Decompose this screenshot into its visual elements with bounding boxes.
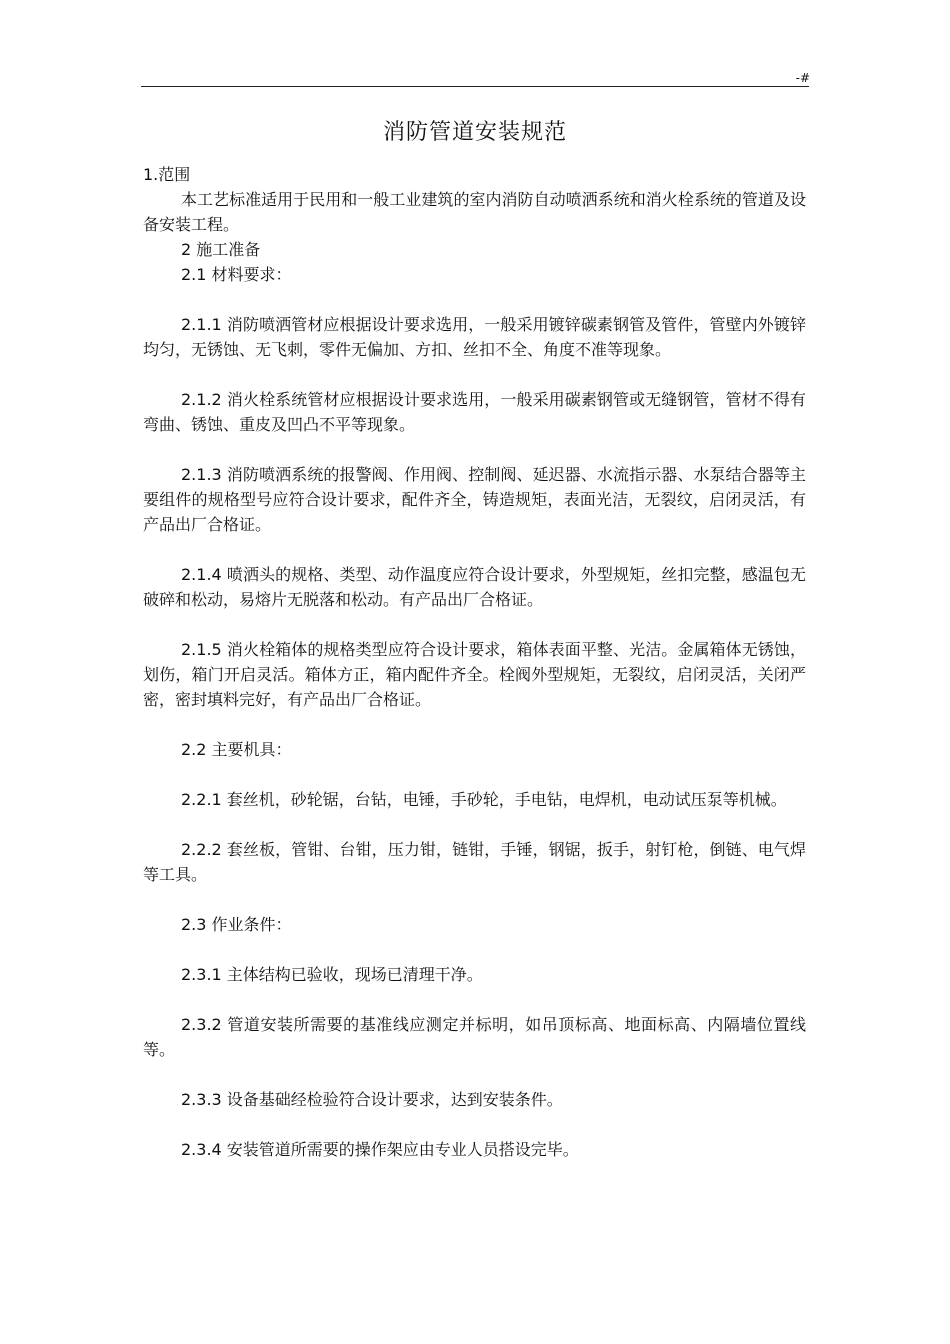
section-heading-preparation: 2 施工准备: [181, 240, 261, 259]
paragraph-2-1-1: 2.1.1 消防喷洒管材应根据设计要求选用，一般采用镀锌碳素钢管及管件，管壁内外镀锌均匀，无锈蚀、无飞刺，零件无偏加、方扣、丝扣不全、角度不准等现象。: [143, 315, 806, 359]
paragraph-2-3-3: 2.3.3 设备基础经检验符合设计要求，达到安装条件。: [181, 1090, 563, 1109]
paragraph-2-2-2: 2.2.2 套丝板，管钳、台钳，压力钳，链钳，手锤，钢锯，扳手，射钉枪，倒链、电气焊等工具。: [143, 840, 806, 884]
paragraph-2-3-1: 2.3.1 主体结构已验收，现场已清理干净。: [181, 965, 483, 984]
subsection-heading-conditions: 2.3 作业条件：: [181, 915, 292, 934]
document-body: [143, 162, 806, 1162]
subsection-heading-tools: 2.2 主要机具：: [181, 740, 292, 759]
paragraph-2-1-2: 2.1.2 消火栓系统管材应根据设计要求选用，一般采用碳素钢管或无缝钢管，管材不得有弯曲、锈蚀、重皮及凹凸不平等现象。: [143, 390, 806, 434]
paragraph-scope-text: 本工艺标准适用于民用和一般工业建筑的室内消防自动喷洒系统和消火栓系统的管道及设备安装工程。: [143, 190, 806, 234]
paragraph-2-1-3: 2.1.3 消防喷洒系统的报警阀、作用阀、控制阀、延迟器、水流指示器、水泵结合器等主要组件的规格型号应符合设计要求，配件齐全，铸造规矩，表面光洁，无裂纹，启闭灵活，有产品出厂合格证。: [143, 465, 806, 534]
paragraph-2-2-1: 2.2.1 套丝机，砂轮锯，台钻，电锤，手砂轮，手电钻，电焊机，电动试压泵等机械。: [181, 790, 787, 809]
header-rule: [141, 86, 809, 87]
paragraph-2-3-4: 2.3.4 安装管道所需要的操作架应由专业人员搭设完毕。: [181, 1140, 579, 1159]
paragraph-2-1-4: 2.1.4 喷洒头的规格、类型、动作温度应符合设计要求，外型规矩，丝扣完整，感温包无破碎和松动，易熔片无脱落和松动。有产品出厂合格证。: [143, 565, 806, 609]
section-heading-scope: 1.范围: [143, 165, 191, 184]
paragraph-2-1-5: 2.1.5 消火栓箱体的规格类型应符合设计要求，箱体表面平整、光洁。金属箱体无锈蚀，划伤，箱门开启灵活。箱体方正，箱内配件齐全。栓阀外型规矩，无裂纹，启闭灵活，关闭严密，密封填料完好，有产品出厂合格证。: [143, 640, 806, 709]
document-title: 消防管道安装规范: [382, 120, 567, 145]
page-number-mark: -#: [795, 71, 810, 85]
paragraph-2-3-2: 2.3.2 管道安装所需要的基准线应测定并标明，如吊顶标高、地面标高、内隔墙位置线等。: [143, 1015, 806, 1059]
subsection-heading-materials: 2.1 材料要求：: [181, 265, 292, 284]
